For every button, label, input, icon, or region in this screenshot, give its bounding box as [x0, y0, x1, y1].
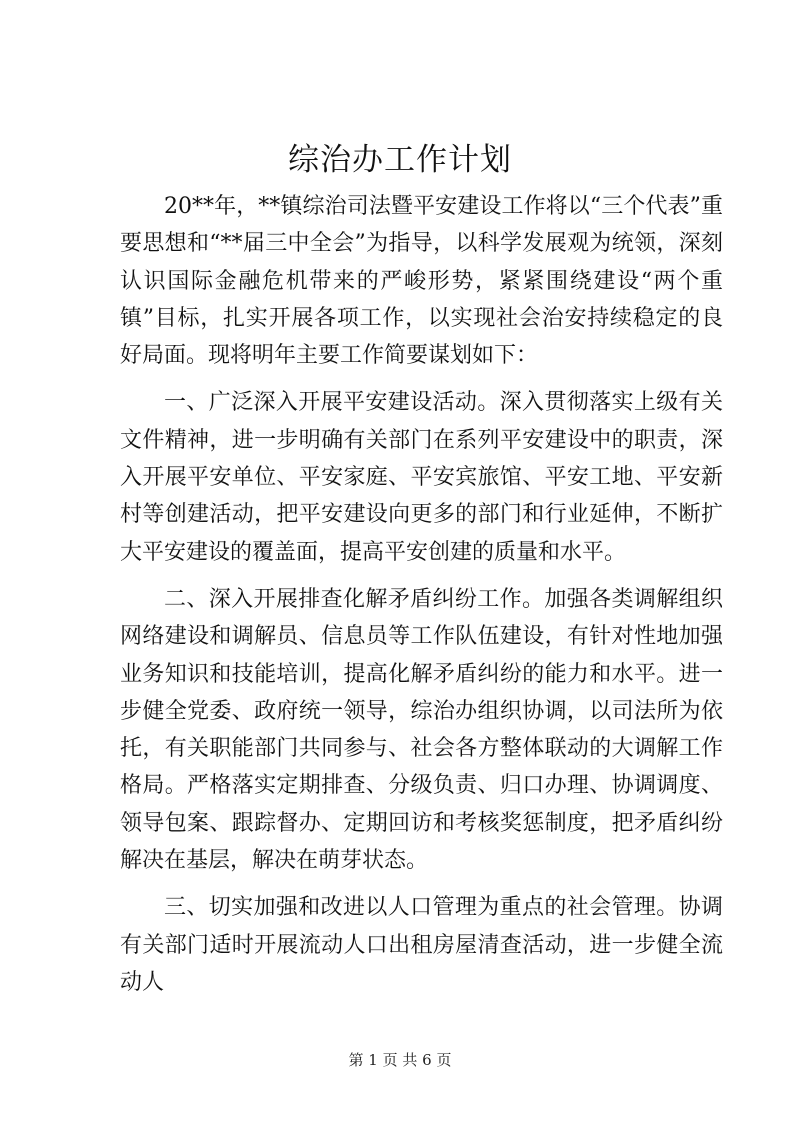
paragraph-section-1: 一、广泛深入开展平安建设活动。深入贯彻落实上级有关文件精神，进一步明确有关部门在系列平安建设中的职责，深入开展平安单位、平安家庭、平安宾旅馆、平安工地、平安新村等创建活动，把平安建设向更多的部门和行业延伸，不断扩大平安建设的覆盖面，提高平安创建的质量和水平。 — [120, 390, 723, 565]
paragraph-intro: 20**年，**镇综治司法暨平安建设工作将以“三个代表”重要思想和“**届三中全会”为指导，以科学发展观为统领，深刻认识国际金融危机带来的严峻形势，紧紧围绕建设“两个重镇”目标，扎实开展各项工作，以实现社会治安持续稳定的良好局面。现将明年主要工作简要谋划如下： — [120, 194, 723, 369]
paragraph-section-2: 二、深入开展排查化解矛盾纠纷工作。加强各类调解组织网络建设和调解员、信息员等工作队伍建设，有针对性地加强业务知识和技能培训，提高化解矛盾纠纷的能力和水平。进一步健全党委、政府统一领导，综治办组织协调，以司法所为依托，有关职能部门共同参与、社会各方整体联动的大调解工作格局。严格落实定期排查、分级负责、归口办理、协调调度、领导包案、跟踪督办、定期回访和考核奖惩制度，把矛盾纠纷解决在基层，解决在萌芽状态。 — [120, 586, 723, 874]
document-body — [120, 188, 723, 1001]
page-footer: 第 1 页 共 6 页 — [348, 1051, 452, 1069]
paragraph-section-3: 三、切实加强和改进以人口管理为重点的社会管理。协调有关部门适时开展流动人口出租房屋清查活动，进一步健全流动人 — [120, 895, 723, 995]
document-title: 综治办工作计划 — [288, 142, 512, 178]
